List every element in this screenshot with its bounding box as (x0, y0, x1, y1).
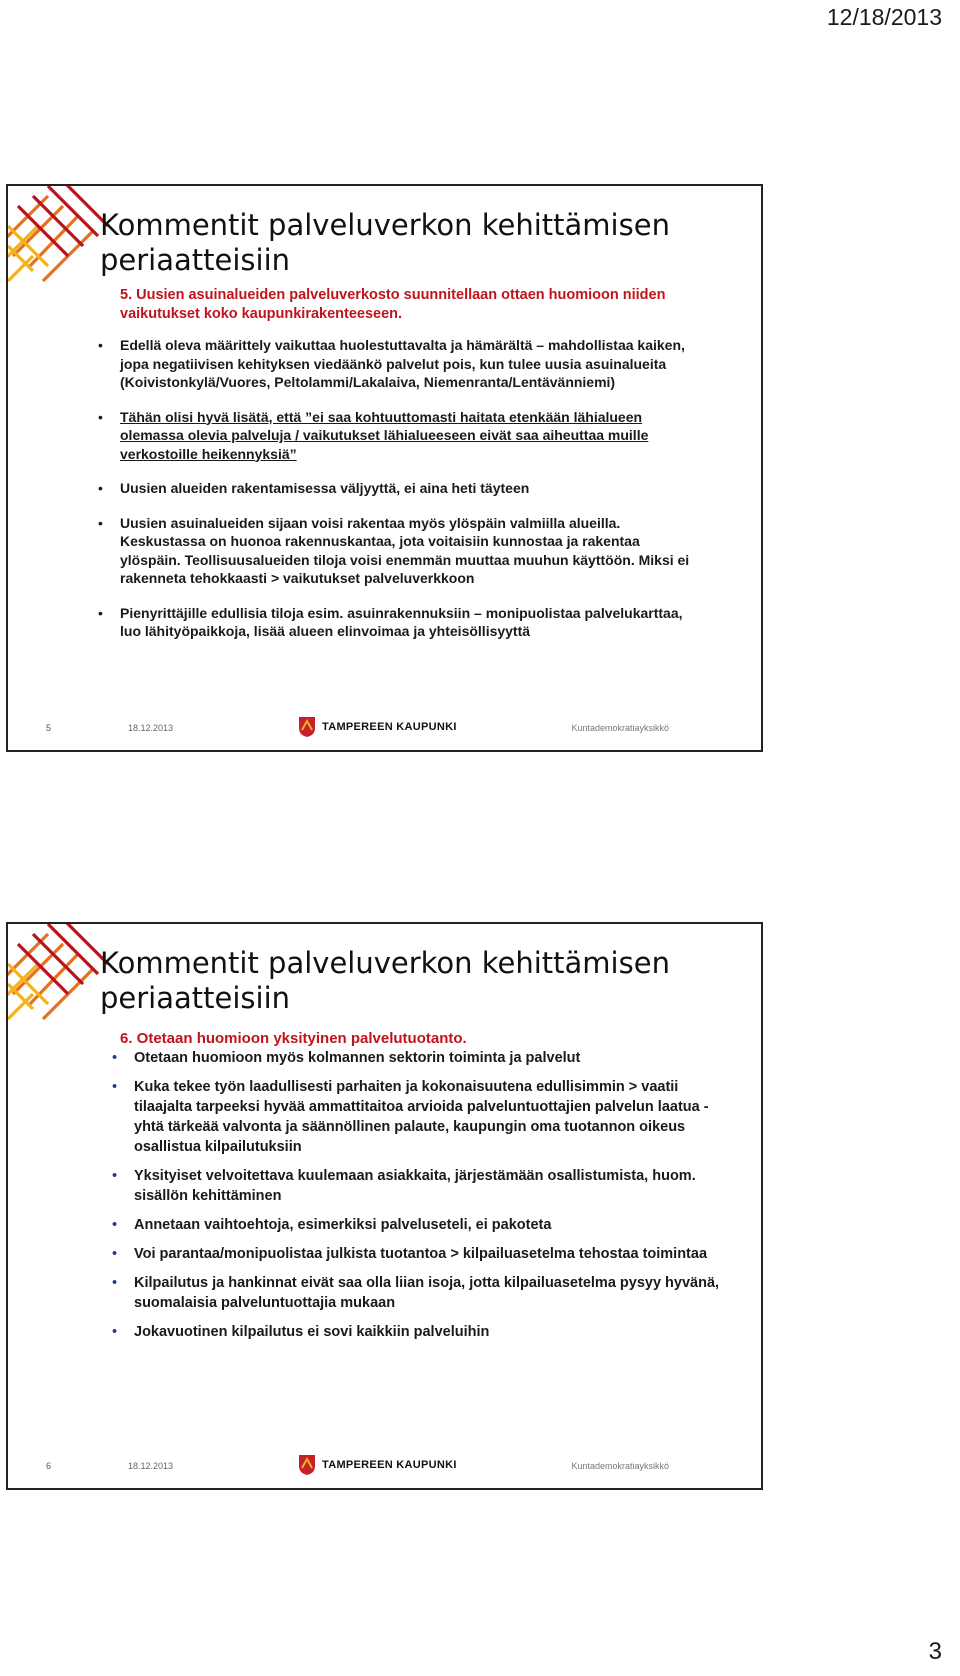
bullet-text: Kilpailutus ja hankinnat eivät saa olla liian isoja, jotta kilpailuasetelma pysyy hyvänä, suomalaisia palveluntuottajia mukaan (134, 1275, 720, 1311)
city-name: TAMPEREEN KAUPUNKI (322, 1459, 457, 1471)
slide-footer (8, 710, 761, 750)
list-item (112, 1166, 729, 1206)
bullet-text: Kuka tekee työn laadullisesti parhaiten ja kokonaisuutena edullisimmin > vaatii tilaajalta tarpeeksi hyvää ammattitaitoa arvioida palveluntuottajien palvelun laatua - yhtä tärkeää valvonta ja säännöllinen palaute, kaupungin oma tuotannon oikeus osallistua kilpailutuksiin (134, 1079, 709, 1155)
bullet-icon: • (112, 1168, 118, 1184)
bullet-icon: • (112, 1217, 118, 1233)
bullet-icon: • (112, 1324, 118, 1340)
bullet-icon: • (112, 1275, 118, 1291)
bullet-text: Pienyrittäjille edullisia tiloja esim. asuinrakennuksiin – monipuolistaa palvelukarttaa, luo lähityöpaikkoja, lisää alueen elinvoimaa ja yhteisöllisyyttä (120, 604, 683, 639)
bullet-list (98, 336, 700, 657)
bullet-text: Yksityiset velvoitettava kuulemaan asiakkaita, järjestämään osallistumista, huom. sisällön kehittäminen (134, 1168, 696, 1204)
slide-title-line2: periaatteisiin (100, 981, 291, 1015)
bullet-icon: • (112, 1079, 118, 1095)
bullet-icon: • (98, 604, 103, 621)
list-item (98, 514, 700, 588)
decorative-pattern-icon (8, 186, 108, 296)
bullet-text: Uusien asuinalueiden sijaan voisi rakentaa myös ylöspäin valmiilla alueilla. Keskustassa on huonoa rakennuskantaa, jota voitaisiin kunnostaa ja rakentaa ylöspäin. Teollisuusalueiden tiloja voisi enemmän muuttaa muuhun käyttöön. Miksi ei rakenneta tehokkaasti > vaikutukset palveluverkkoon (120, 514, 690, 586)
bullet-list (112, 1048, 729, 1351)
list-item (112, 1077, 729, 1157)
bullet-icon: • (98, 480, 103, 496)
bullet-text: Edellä oleva määrittely vaikuttaa huolestuttavalta ja hämärältä – mahdollistaa kaiken, jopa negatiivisen kehityksen viedäänkö palvelut pois, kun tulee uusia asuinalueita (Koivistonkylä/Vuores, Peltolammi/Lakalaiva, Niemenranta/Lentävänniemi) (120, 337, 685, 390)
slide-title-line1: Kommentit palveluverkon kehittämisen (100, 946, 670, 980)
footer-date: 18.12.2013 (128, 723, 174, 733)
slide-title (100, 208, 740, 278)
bullet-icon: • (98, 514, 103, 531)
page-number: 3 (928, 1638, 942, 1665)
bullet-text: Uusien alueiden rakentamisessa väljyyttä, ei aina heti täyteen (120, 480, 530, 496)
decorative-pattern-icon (8, 924, 108, 1034)
slide-subtitle: 5. Uusien asuinalueiden palveluverkosto suunnitellaan ottaen huomioon niiden vaikutukset koko kaupunkirakenteeseen. (120, 287, 666, 322)
list-item (98, 408, 700, 464)
slide-title-line2: periaatteisiin (100, 243, 291, 277)
bullet-icon: • (98, 337, 103, 353)
slide-subtitle: 6. Otetaan huomioon yksityinen palvelutuotanto. (120, 1030, 467, 1047)
slide-5 (6, 184, 763, 752)
page-date: 12/18/2013 (826, 4, 942, 30)
slide-footer (8, 1448, 761, 1488)
bullet-text: Tähän olisi hyvä lisätä, että ”ei saa kohtuuttomasti haitata etenkään lähialueen olemassa olevia palveluja / vaikutukset lähialueeseen eivät saa aiheuttaa muille verkostoille heikennyksiä” (120, 408, 649, 462)
footer-org: Kuntademokratiayksikkö (571, 1461, 669, 1471)
list-item (98, 336, 700, 392)
slide-6 (6, 922, 763, 1490)
list-item (112, 1048, 729, 1068)
city-logo (298, 714, 457, 740)
bullet-text: Otetaan huomioon myös kolmannen sektorin toiminta ja palvelut (134, 1050, 581, 1066)
footer-org: Kuntademokratiayksikkö (571, 723, 669, 733)
bullet-text: Jokavuotinen kilpailutus ei sovi kaikkiin palveluihin (134, 1324, 490, 1340)
slide-title (100, 946, 740, 1016)
city-shield-icon (298, 1454, 316, 1476)
bullet-text: Annetaan vaihtoehtoja, esimerkiksi palveluseteli, ei pakoteta (134, 1217, 552, 1233)
list-item (98, 604, 700, 641)
bullet-text: Voi parantaa/monipuolistaa julkista tuotantoa > kilpailuasetelma tehostaa toimintaa (134, 1246, 708, 1262)
footer-date: 18.12.2013 (128, 1461, 174, 1471)
list-item (112, 1322, 729, 1342)
slide-number: 5 (46, 723, 52, 733)
slide-number: 6 (46, 1461, 52, 1471)
list-item (112, 1215, 729, 1235)
list-item (112, 1244, 729, 1264)
city-name: TAMPEREEN KAUPUNKI (322, 721, 457, 733)
list-item (112, 1273, 729, 1313)
list-item (98, 479, 700, 498)
slide-title-line1: Kommentit palveluverkon kehittämisen (100, 208, 670, 242)
bullet-icon: • (112, 1246, 118, 1262)
city-logo (298, 1452, 457, 1478)
bullet-icon: • (112, 1050, 118, 1066)
city-shield-icon (298, 716, 316, 738)
bullet-icon: • (98, 408, 103, 425)
